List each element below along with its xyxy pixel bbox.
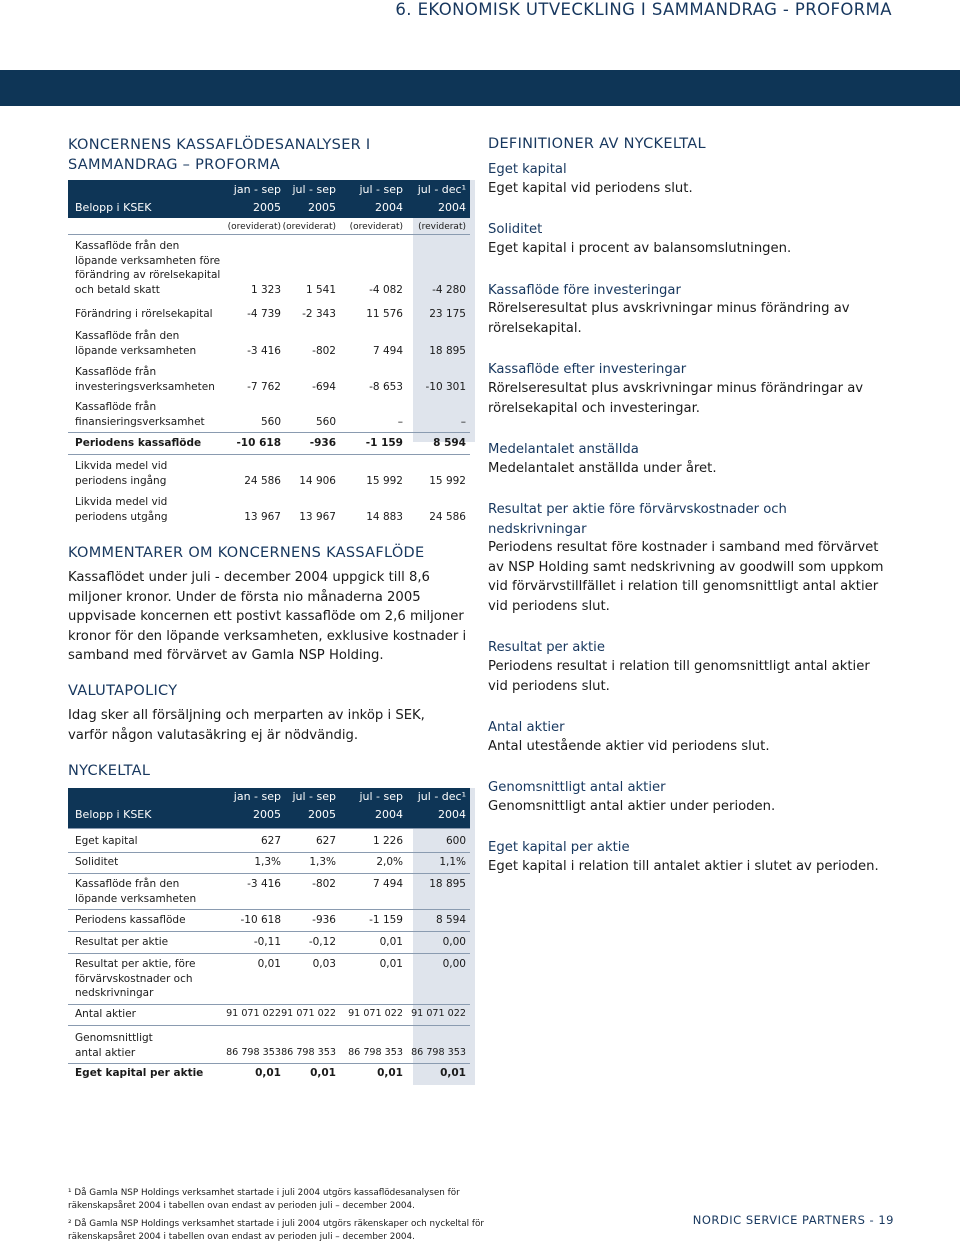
ratios-cell: 627 <box>315 835 336 847</box>
ratios-cell: 86 798 353 <box>411 1046 466 1058</box>
ratios-cell: 7 494 <box>372 878 403 890</box>
ratios-col-year: 2005 <box>253 808 281 821</box>
cashflow-cell: 13 967 <box>244 510 281 523</box>
ratios-divider <box>68 1025 470 1026</box>
ratios-cell: 86 798 353 <box>281 1046 336 1058</box>
ratios-cell: 0,01 <box>257 958 281 970</box>
ratios-cell: 91 071 022 <box>411 1008 466 1019</box>
cashflow-cell: 7 494 <box>372 344 403 357</box>
ratios-row-label: Eget kapital <box>75 835 138 847</box>
cashflow-cell: 13 967 <box>299 510 336 523</box>
cashflow-cell: -936 <box>309 437 336 449</box>
cashflow-row-label: finansieringsverksamhet <box>75 415 205 428</box>
ratios-cell: 86 798 353 <box>226 1046 281 1058</box>
ratios-row-label: Genomsnittligt <box>75 1032 153 1044</box>
comments-text: Kassaflödet under juli - december 2004 uppgick till 8,6 miljoner kronor. Under de första nio månaderna 2005 uppvisade koncernen ett postivt kassaflöde om 2,6 miljoner kronor för den löpande verksamheten, exklusive kostnader i samband med förvärvet av Gamla NSP Holding. <box>68 570 467 663</box>
ratios-cell: 627 <box>260 835 281 847</box>
definition-text: Antal utestående aktier vid periodens slut. <box>488 739 770 754</box>
ratios-col-period: jul - sep <box>292 790 336 803</box>
cashflow-row-label: Periodens kassaflöde <box>75 437 202 449</box>
ratios-row-label: Soliditet <box>75 856 119 868</box>
cashflow-col-status: (reviderat) <box>418 222 466 232</box>
cashflow-cell: -4 739 <box>247 308 281 320</box>
cashflow-divider <box>68 234 470 235</box>
ratios-cell: 1,1% <box>439 856 466 868</box>
ratios-row-label: Periodens kassaflöde <box>75 914 186 926</box>
definition-text: Eget kapital vid periodens slut. <box>488 181 693 196</box>
comments-heading: KOMMENTARER OM KONCERNENS KASSAFLÖDE <box>68 545 425 561</box>
footer-brand: NORDIC SERVICE PARTNERS - 19 <box>692 1213 894 1227</box>
ratios-row <box>68 935 470 950</box>
cashflow-heading-line1: KONCERNENS KASSAFLÖDESANALYSER I <box>68 137 371 153</box>
ratios-unit-label: Belopp i KSEK <box>75 808 152 821</box>
page-header-title: 6. EKONOMISK UTVECKLING I SAMMANDRAG - PROFORMA <box>395 0 892 19</box>
cashflow-row-label: förändring av rörelsekapital <box>75 269 221 281</box>
ratios-cell: -0,11 <box>253 936 281 948</box>
cashflow-cell: 1 323 <box>250 283 281 296</box>
definition-term: Eget kapital <box>488 162 567 177</box>
cashflow-row-label: och betald skatt <box>75 283 160 296</box>
cashflow-divider <box>68 432 470 433</box>
ratios-cell: 91 071 022 <box>348 1008 403 1019</box>
cashflow-cell: -10 301 <box>425 380 466 393</box>
ratios-cell: 0,03 <box>312 958 336 970</box>
ratios-col-period: jan - sep <box>233 790 281 803</box>
ratios-col-year: 2004 <box>438 808 466 821</box>
header-band <box>0 70 960 106</box>
ratios-divider <box>68 953 470 954</box>
ratios-cell: 91 071 022 <box>281 1008 336 1019</box>
cashflow-col-period: jul - sep <box>359 183 403 196</box>
cashflow-col-status: (oreviderat) <box>282 222 336 232</box>
cashflow-row-label: Likvida medel vid <box>75 460 168 472</box>
ratios-row <box>68 957 470 1001</box>
ratios-row <box>68 834 470 849</box>
cashflow-cell: -8 653 <box>369 380 403 393</box>
definition-term: Kassaflöde efter investeringar <box>488 362 687 377</box>
cashflow-cell: 15 992 <box>366 474 403 487</box>
ratios-row-label: Kassaflöde från den <box>75 878 180 890</box>
definition-term: Medelantalet anställda <box>488 442 639 457</box>
ratios-cell: 2,0% <box>376 856 403 868</box>
cashflow-row-label: Kassaflöde från den <box>75 330 180 342</box>
ratios-cell: 1,3% <box>254 856 281 868</box>
cashflow-divider <box>68 454 470 455</box>
definition-text: Medelantalet anställda under året. <box>488 461 717 476</box>
definition-text: Eget kapital i procent av balansomslutningen. <box>488 241 792 256</box>
cashflow-row-label: Kassaflöde från den <box>75 240 180 252</box>
cashflow-col-year: 2005 <box>253 201 281 214</box>
definition-term: Genomsnittligt antal aktier <box>488 780 666 795</box>
cashflow-cell: -4 280 <box>432 283 466 296</box>
cashflow-unit-label: Belopp i KSEK <box>75 201 152 214</box>
definition-term: Kassaflöde före investeringar <box>488 283 681 298</box>
cashflow-col-period: jul - dec¹ <box>417 183 466 196</box>
ratios-cell: -10 618 <box>240 914 281 926</box>
cashflow-cell: -1 159 <box>365 437 403 449</box>
cashflow-cell: 8 594 <box>433 437 466 449</box>
cashflow-col-status: (oreviderat) <box>227 222 281 232</box>
ratios-cell: 0,00 <box>442 936 466 948</box>
definition-term: Resultat per aktie <box>488 640 605 655</box>
ratios-cell: 8 594 <box>435 914 466 926</box>
cashflow-row <box>68 495 470 524</box>
cashflow-cell: 18 895 <box>429 344 466 357</box>
ratios-row-label: Eget kapital per aktie <box>75 1067 204 1079</box>
ratios-row <box>68 1007 470 1022</box>
cashflow-row-label: löpande verksamheten före <box>75 254 221 267</box>
ratios-divider <box>68 828 470 829</box>
ratios-row-label: antal aktier <box>75 1046 136 1059</box>
cashflow-cell: 11 576 <box>366 308 403 320</box>
cashflow-cell: 560 <box>260 415 281 428</box>
cashflow-cell: – <box>397 415 403 428</box>
ratios-cell: 0,01 <box>440 1067 466 1079</box>
definition-term: Resultat per aktie före förvärvskostnader och nedskrivningar <box>488 502 787 537</box>
cashflow-col-year: 2005 <box>308 201 336 214</box>
cashflow-row-label: periodens ingång <box>75 474 167 487</box>
ratios-cell: -936 <box>312 914 336 926</box>
cashflow-cell: 15 992 <box>429 474 466 487</box>
cashflow-row <box>68 239 470 297</box>
cashflow-cell: 24 586 <box>429 510 466 523</box>
cashflow-row-label: investeringsverksamheten <box>75 380 215 393</box>
ratios-row <box>68 855 470 870</box>
ratios-row <box>68 913 470 928</box>
cashflow-row <box>68 365 470 394</box>
ratios-col-period: jul - sep <box>359 790 403 803</box>
ratios-divider <box>68 909 470 910</box>
ratios-table <box>68 788 470 1088</box>
cashflow-cell: 1 541 <box>305 283 336 296</box>
cashflow-row-label: periodens utgång <box>75 510 168 523</box>
cashflow-row-label: Likvida medel vid <box>75 496 168 508</box>
cashflow-row <box>68 459 470 488</box>
ratios-cell: 0,01 <box>310 1067 336 1079</box>
definition-term: Soliditet <box>488 222 543 237</box>
ratios-row-label: förvärvskostnader och <box>75 972 193 985</box>
ratios-cell: 18 895 <box>429 878 466 890</box>
ratios-col-period: jul - dec¹ <box>417 790 466 803</box>
ratios-cell: -1 159 <box>369 914 403 926</box>
ratios-row-label: Resultat per aktie <box>75 936 169 948</box>
ratios-row-label: Antal aktier <box>75 1008 136 1020</box>
cashflow-row-label: Kassaflöde från <box>75 366 157 378</box>
currency-heading: VALUTAPOLICY <box>68 683 178 699</box>
footnote-2: ² Då Gamla NSP Holdings verksamhet startade i juli 2004 utgörs räkenskaper och nyckeltal för räkenskapsåret 2004 i tabellen ovan endast av perioden juli – december 2004. <box>68 1219 484 1242</box>
cashflow-cell: -2 343 <box>302 308 336 320</box>
cashflow-col-period: jul - sep <box>292 183 336 196</box>
ratios-divider <box>68 852 470 853</box>
ratios-col-year: 2005 <box>308 808 336 821</box>
cashflow-row <box>68 400 470 429</box>
cashflow-row-label: löpande verksamheten <box>75 344 197 357</box>
ratios-row <box>68 1066 470 1081</box>
ratios-divider <box>68 1004 470 1005</box>
cashflow-heading-line2: SAMMANDRAG – PROFORMA <box>68 157 280 173</box>
ratios-cell: 1,3% <box>309 856 336 868</box>
ratios-row-label: Resultat per aktie, före <box>75 958 196 970</box>
ratios-divider <box>68 873 470 874</box>
cashflow-cell: – <box>460 415 466 428</box>
definition-text: Periodens resultat i relation till genomsnittligt antal aktier vid periodens slut. <box>488 659 870 694</box>
ratios-cell: 91 071 022 <box>226 1008 281 1019</box>
ratios-cell: -802 <box>312 878 336 890</box>
ratios-cell: -3 416 <box>247 878 281 890</box>
definition-text: Periodens resultat före kostnader i samband med förvärvet av NSP Holding samt nedskrivning av goodwill som uppkom vid förvärvstillfället i relation till genomsnittligt antal aktier vid periodens slut. <box>488 540 884 614</box>
cashflow-row-label: Förändring i rörelsekapital <box>75 308 213 320</box>
ratios-cell: -0,12 <box>308 936 336 948</box>
cashflow-col-year: 2004 <box>438 201 466 214</box>
definition-text: Rörelseresultat plus avskrivningar minus förändringar av rörelsekapital och investeringar. <box>488 381 864 416</box>
ratios-cell: 1 226 <box>372 835 403 847</box>
definition-text: Eget kapital i relation till antalet aktier i slutet av perioden. <box>488 859 879 874</box>
ratios-divider <box>68 931 470 932</box>
cashflow-cell: -694 <box>312 380 336 393</box>
cashflow-cell: 23 175 <box>429 308 466 320</box>
cashflow-cell: -10 618 <box>236 437 281 449</box>
cashflow-row <box>68 329 470 358</box>
ratios-heading: NYCKELTAL <box>68 763 151 779</box>
cashflow-row-label: Kassaflöde från <box>75 401 157 413</box>
ratios-cell: 0,01 <box>379 936 403 948</box>
currency-text: Idag sker all försäljning och merparten av inköp i SEK, varför någon valutasäkring ej är nödvändig. <box>68 708 425 743</box>
cashflow-col-year: 2004 <box>375 201 403 214</box>
definition-text: Rörelseresultat plus avskrivningar minus förändring av rörelsekapital. <box>488 301 850 336</box>
ratios-row-label: löpande verksamheten <box>75 892 197 905</box>
cashflow-table <box>68 180 470 530</box>
cashflow-col-period: jan - sep <box>233 183 281 196</box>
cashflow-cell: -4 082 <box>369 283 403 296</box>
ratios-row <box>68 1031 470 1060</box>
cashflow-cell: -3 416 <box>247 344 281 357</box>
definition-term: Antal aktier <box>488 720 565 735</box>
ratios-cell: 600 <box>445 835 466 847</box>
ratios-col-year: 2004 <box>375 808 403 821</box>
cashflow-cell: 24 586 <box>244 474 281 487</box>
ratios-row <box>68 877 470 906</box>
ratios-divider <box>68 1063 470 1064</box>
ratios-cell: 0,00 <box>442 958 466 970</box>
cashflow-cell: -802 <box>312 344 336 357</box>
footnote-1: ¹ Då Gamla NSP Holdings verksamhet startade i juli 2004 utgörs kassaflödesanalysen för räkenskapsåret 2004 i tabellen ovan endast av perioden juli – december 2004. <box>68 1188 460 1211</box>
cashflow-cell: 560 <box>315 415 336 428</box>
ratios-cell: 0,01 <box>255 1067 281 1079</box>
cashflow-row <box>68 436 470 451</box>
cashflow-cell: 14 906 <box>299 474 336 487</box>
definition-term: Eget kapital per aktie <box>488 840 630 855</box>
ratios-row-label: nedskrivningar <box>75 987 154 999</box>
definition-text: Genomsnittligt antal aktier under perioden. <box>488 799 776 814</box>
cashflow-cell: 14 883 <box>366 510 403 523</box>
ratios-cell: 0,01 <box>377 1067 403 1079</box>
cashflow-row <box>68 307 470 322</box>
cashflow-col-status: (oreviderat) <box>349 222 403 232</box>
ratios-cell: 0,01 <box>379 958 403 970</box>
cashflow-cell: -7 762 <box>247 380 281 393</box>
ratios-cell: 86 798 353 <box>348 1046 403 1058</box>
definitions-heading: DEFINITIONER AV NYCKELTAL <box>488 136 706 152</box>
